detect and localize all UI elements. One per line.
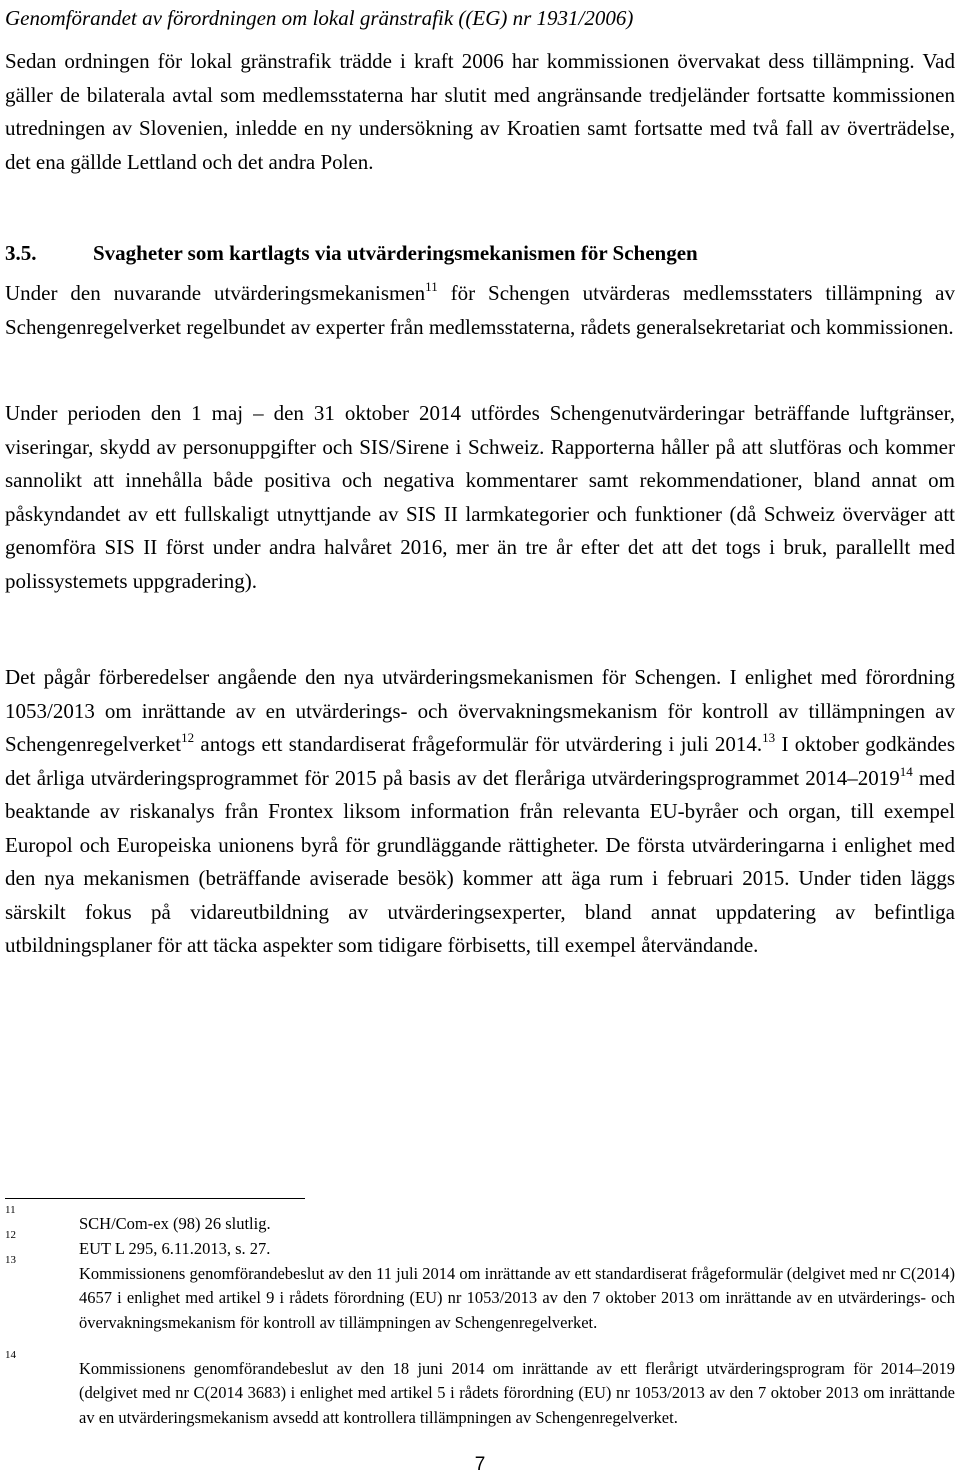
paragraph-text: antogs ett standardiserat frågeformulär för utvärdering i juli 2014. xyxy=(194,732,763,756)
footnote-12 xyxy=(5,1229,955,1261)
footnote-text: Kommissionens genomförandebeslut av den 18 juni 2014 om inrättande av ett flerårigt utvärderingsprogram för 2014–2019 (delgivet med nr C(2014 3683) i enlighet med artikel 5 i rådets förordning (EU) nr 1053/2013 av den 7 oktober 2013 om inrättande av en utvärderingsmekanism avsedd att kontrollera tillämpningen av Schengenregelverket. xyxy=(79,1359,955,1427)
paragraph-text: för Schengen utvärderas medlemsstaters tillämpning av Schengenregelverket regelbundet av experter från medlemsstaterna, rådets generalsekretariat och kommissionen. xyxy=(5,281,955,339)
footnote-11 xyxy=(5,1204,955,1236)
section-title: Svagheter som kartlagts via utvärderingsmekanismen för Schengen xyxy=(93,241,698,265)
paragraph-text: I oktober godkändes det årliga utvärderingsprogrammet för 2015 på basis av det fleråriga utvärderingsprogrammet 2014–2019 xyxy=(5,732,955,790)
footnote-text: SCH/Com-ex (98) 26 slutlig. xyxy=(79,1214,271,1233)
paragraph-schengen-evaluations-switzerland: Under perioden den 1 maj – den 31 oktober 2014 utfördes Schengenutvärderingar beträffande luftgränser, viseringar, skydd av personuppgifter och SIS/Sirene i Schweiz. Rapporterna håller på att slutföras och kommer sannolikt att innehålla både positiva och negativa kommentarer samt rekommendationer, bland annat om påskyndandet av ett fullskaligt utnyttjande av SIS II larmkategorier och funktioner (då Schweiz överväger att genomföra SIS II först under andra halvåret 2016, mer än tre år efter det att det togs i bruk, parallellt med polissystemets uppgradering). xyxy=(5,401,955,593)
footnote-14 xyxy=(5,1349,955,1430)
footnote-ref-14[interactable]: 14 xyxy=(899,763,913,779)
paragraph-text: med beaktande av riskanalys från Frontex liksom information från relevanta EU-byråer och organ, till exempel Europol och Europeiska unionens byrå för grundläggande rättigheter. De första utvärderingarna i enlighet med den nya mekanismen (beträffande aviserade besök) kommer att äga rum i februari 2015. Under tiden läggs särskilt fokus på vidareutbildning av utvärderingsexperter, bland annat uppdatering av befintliga utbildningsplaner för att täcka aspekter som tidigare förbisetts, till exempel återvändande. xyxy=(5,765,956,957)
paragraph-text: Under den nuvarande utvärderingsmekanismen xyxy=(5,281,426,305)
footnote-text: Kommissionens genomförandebeslut av den 11 juli 2014 om inrättande av ett standardiserat frågeformulär (delgivet med nr C(2014) 4657 i enlighet med artikel 9 i rådets förordning (EU) nr 1053/2013 av den 7 oktober 2013 om inrättande av en utvärderings- och övervakningsmekanism för kontroll av tillämpningen av Schengenregelverket. xyxy=(79,1264,955,1332)
page-number: 7 xyxy=(474,1454,486,1475)
footnote-ref-11[interactable]: 11 xyxy=(425,279,438,294)
footnote-13 xyxy=(5,1254,955,1335)
paragraph-evaluation-mechanism xyxy=(5,277,955,344)
paragraph-new-evaluation-mechanism xyxy=(5,661,955,963)
paragraph-text: Det pågår förberedelser angående den nya utvärderingsmekanismen för Schengen. I enlighet med förordning 1053/2013 om inrättande av en utvärderings- och övervakningsmekanism för kontroll av tillämpningen av Schengenregelverket xyxy=(5,665,955,756)
paragraph-local-border-traffic: Sedan ordningen för lokal gränstrafik trädde i kraft 2006 har kommissionen övervakat dess tillämpning. Vad gäller de bilaterala avtal som medlemsstaterna har slutit med angränsande tredjeländer fortsatte kommissionen utredningen av Slovenien, inledde en ny undersökning av Kroatien samt fortsatte med två fall av överträdelse, det ena gällde Lettland och det andra Polen. xyxy=(5,49,955,174)
footnote-number: 12 xyxy=(5,1229,16,1241)
running-header: Genomförandet av förordningen om lokal gränstrafik ((EG) nr 1931/2006) xyxy=(5,6,634,30)
section-heading xyxy=(5,237,698,270)
footnote-number: 11 xyxy=(5,1204,16,1216)
footnote-number: 13 xyxy=(5,1254,16,1266)
footnote-ref-12[interactable]: 12 xyxy=(181,730,195,745)
footnote-separator xyxy=(5,1198,305,1199)
footnote-text: EUT L 295, 6.11.2013, s. 27. xyxy=(79,1239,271,1258)
section-number: 3.5. xyxy=(5,241,37,265)
footnote-ref-13[interactable]: 13 xyxy=(762,730,776,745)
footnote-number: 14 xyxy=(5,1349,16,1361)
